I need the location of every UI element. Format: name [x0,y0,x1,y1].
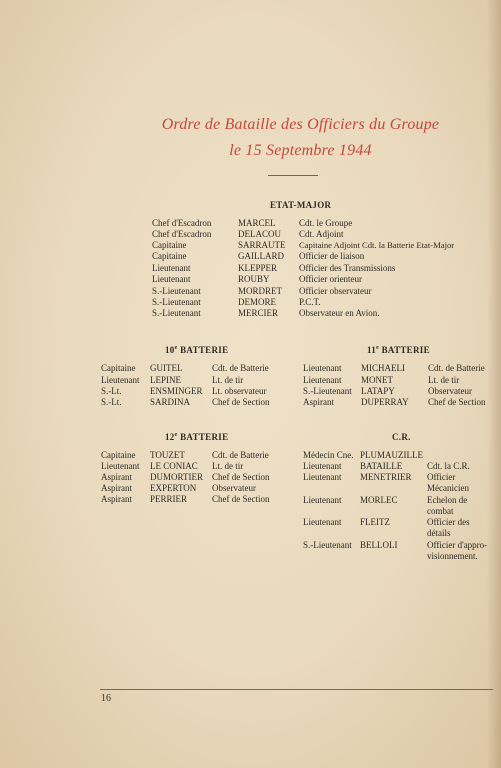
b11-grade: S.-Lieutenant [303,386,352,396]
em-grade: Chef d'Escadron [152,229,212,239]
em-name: MORDRET [238,286,283,296]
b12-role: Cdt. de Batterie [212,450,269,460]
em-name: DEMORE [238,297,276,307]
etat-major-heading: ETAT-MAJOR [270,200,332,210]
em-role: Cdt. Adjoint [299,229,344,239]
cr-name: FLEITZ [360,517,390,527]
cr-grade: Lieutenant [303,461,342,471]
em-grade: S.-Lieutenant [152,308,201,318]
cr-role: Echelon de combat [427,495,468,516]
b12-grade: Aspirant [101,494,132,504]
b10-name: GUITEL [150,363,183,373]
em-role: Observateur en Avion. [299,308,380,318]
b11-heading-num: 11 [367,345,377,355]
title-line-2: le 15 Septembre 1944 [229,142,372,159]
em-role: Cdt. le Groupe [299,218,353,228]
cr-heading: C.R. [392,432,411,442]
b12-heading [165,432,228,442]
em-name: SARRAUTE [238,240,286,250]
b10-name: LEPINE [150,375,181,385]
b12-grade: Lieutenant [101,461,140,471]
cr-name: MENETRIER [360,472,412,482]
cr-grade: Lieutenant [303,472,342,482]
em-name: MARCEL [238,218,276,228]
em-name: ROUBY [238,274,270,284]
footer-rule [100,689,493,690]
b12-role: Chef de Section [212,472,270,482]
b11-name: MICHAELI [361,363,405,373]
b11-grade: Lieutenant [303,363,342,373]
b12-grade: Capitaine [101,450,136,460]
b11-heading [367,345,430,355]
b12-name: LE CONIAC [150,461,198,471]
b12-name: TOUZET [150,450,185,460]
em-grade: Chef d'Escadron [152,218,212,228]
b10-role: Cdt. de Batterie [212,363,269,373]
b10-heading-word: BATTERIE [177,345,229,355]
b11-role: Lt. de tir [428,375,460,385]
b11-name: LATAPY [361,386,395,396]
b11-heading-word: BATTERIE [379,345,430,355]
em-grade: S.-Lieutenant [152,297,201,307]
em-grade: Lieutenant [152,274,191,284]
cr-name: PLUMAUZILLE [360,450,423,460]
b10-heading-sup: e [174,345,178,351]
cr-role: Officier Mécanicien [427,472,469,493]
cr-role: Cdt. la C.R. [427,461,470,471]
b11-role: Cdt. de Batterie [428,363,485,373]
cr-grade: S.-Lieutenant [303,540,352,550]
em-grade: S.-Lieutenant [152,286,201,296]
b10-grade: Lieutenant [101,375,140,385]
cr-role: Officier d'appro- visionnement. [427,540,488,561]
b12-heading-sup: e [174,432,178,438]
em-grade: Lieutenant [152,263,191,273]
b12-name: EXPERTON [150,483,197,493]
em-grade: Capitaine [152,251,187,261]
b10-name: ENSMINGER [150,386,203,396]
b10-heading [165,345,228,355]
b12-name: PERRIER [150,494,188,504]
page-number: 16 [101,693,111,704]
em-name: MERCIER [238,308,279,318]
em-grade: Capitaine [152,240,187,250]
b10-role: Chef de Section [212,397,270,407]
em-role: Officier de liaison [299,251,365,261]
b12-heading-word: BATTERIE [177,432,229,442]
b10-grade: S.-Lt. [101,386,122,396]
b10-role: Lt. de tir [212,375,244,385]
title-divider [268,175,318,176]
b11-name: DUPERRAY [361,397,409,407]
b10-name: SARDINA [150,397,191,407]
b11-role: Observateur [428,386,472,396]
b11-role: Chef de Section [428,397,486,407]
em-role: Capitaine Adjoint Cdt. la Batterie Etat-Major [299,240,455,250]
b12-role: Chef de Section [212,494,270,504]
em-role: P.C.T. [299,297,321,307]
em-role: Officier orienteur [299,274,363,284]
b10-grade: Capitaine [101,363,136,373]
b12-role: Lt. de tir [212,461,244,471]
b12-grade: Aspirant [101,483,132,493]
title-line-1: Ordre de Bataille des Officiers du Groupe [161,116,440,133]
b12-grade: Aspirant [101,472,132,482]
cr-grade: Lieutenant [303,495,342,505]
b12-heading-num: 12 [165,432,175,442]
b11-grade: Aspirant [303,397,334,407]
cr-name: BATAILLE [360,461,403,471]
cr-role: Officier des détails [427,517,470,538]
em-name: DELACOU [238,229,281,239]
em-role: Officier des Transmissions [299,263,396,273]
em-role: Officier observateur [299,286,372,296]
b11-grade: Lieutenant [303,375,342,385]
b11-heading-sup: e [376,345,380,351]
b12-role: Observateur [212,483,256,493]
b10-grade: S.-Lt. [101,397,122,407]
b10-heading-num: 10 [165,345,175,355]
b10-role: Lt. observateur [212,386,267,396]
cr-name: BELLOLI [360,540,398,550]
em-name: KLEPPER [238,263,278,273]
cr-name: MORLEC [360,495,398,505]
cr-grade: Lieutenant [303,517,342,527]
cr-grade: Médecin Cne. [303,450,354,460]
b12-name: DUMORTIER [150,472,203,482]
b11-name: MONET [361,375,393,385]
em-name: GAILLARD [238,251,284,261]
